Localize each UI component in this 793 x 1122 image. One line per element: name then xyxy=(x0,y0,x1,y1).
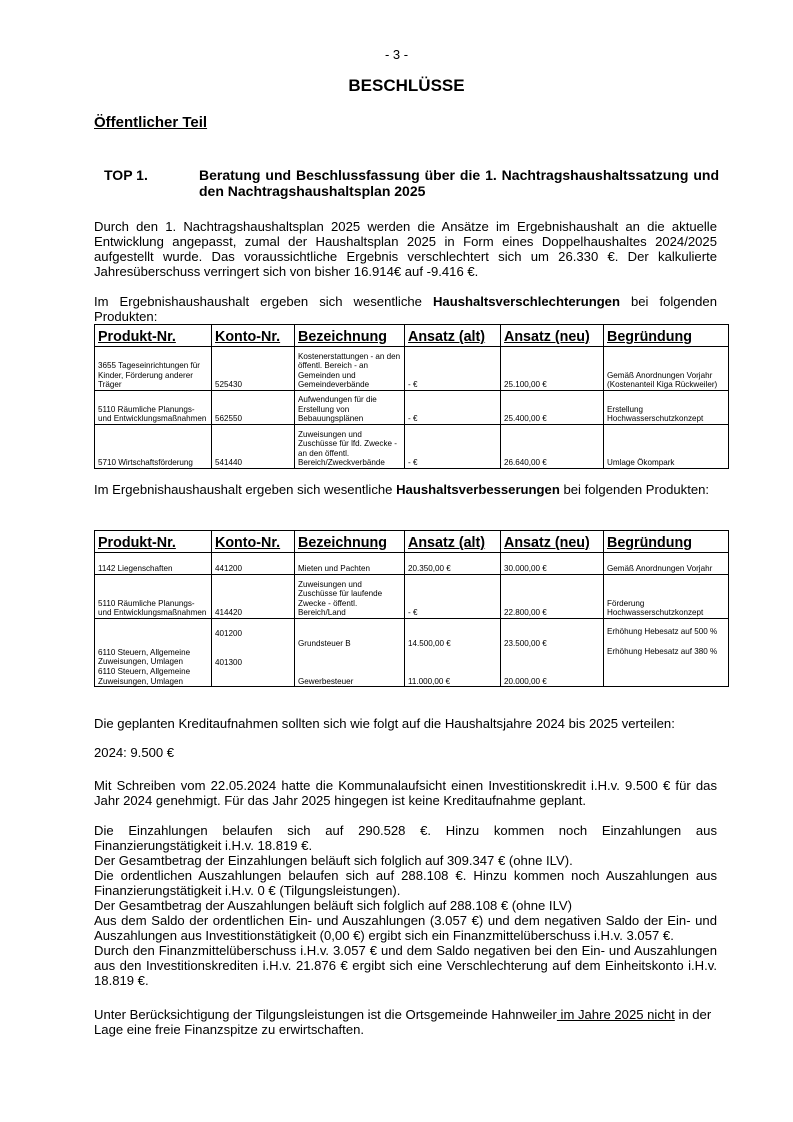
cell-produkt: 3655 Tageseinrichtungen für Kinder, Förderung anderer Träger xyxy=(95,347,212,391)
verbesserungen-intro xyxy=(94,482,717,497)
cell-produkt: 1142 Liegenschaften xyxy=(95,553,212,575)
column-header: Begründung xyxy=(604,325,729,347)
cell-begruendung: Erstellung Hochwasserschutzkonzept xyxy=(604,391,729,425)
table-header-row xyxy=(95,531,729,553)
cell-bezeichnung xyxy=(295,619,405,687)
cell-produkt: 5110 Räumliche Planungs- und Entwicklungsmaßnahmen xyxy=(95,575,212,619)
table-row xyxy=(95,553,729,575)
cell-bezeichnung: Zuweisungen und Zuschüsse für lfd. Zwecke - an den öffentl. Bereich/Zweckverbände xyxy=(295,425,405,469)
cell-ansatz-neu: 26.640,00 € xyxy=(501,425,604,469)
cell-konto: 562550 xyxy=(212,391,295,425)
cell-konto: 525430 xyxy=(212,347,295,391)
finanz-line: Der Gesamtbetrag der Auszahlungen beläuft sich folglich auf 288.108 € (ohne ILV) xyxy=(94,898,572,913)
bezeichnung-line: Gewerbesteuer xyxy=(298,676,354,686)
column-header: Produkt-Nr. xyxy=(95,531,212,553)
begruendung-line: Erhöhung Hebesatz auf 500 % xyxy=(607,627,718,636)
closing-paragraph xyxy=(94,1007,717,1037)
verschlechterungen-intro xyxy=(94,294,717,324)
column-header: Ansatz (alt) xyxy=(405,325,501,347)
section-heading: Öffentlicher Teil xyxy=(94,114,208,131)
closing-text: Unter Berücksichtigung der Tilgungsleistungen ist die Ortsgemeinde Hahnweiler xyxy=(94,1007,557,1022)
cell-begruendung: Gemäß Anordnungen Vorjahr xyxy=(604,553,729,575)
table-header-row xyxy=(95,325,729,347)
cell-produkt: 5710 Wirtschaftsförderung xyxy=(95,425,212,469)
kredit-2024: 2024: 9.500 € xyxy=(94,745,175,760)
agenda-item-label: TOP 1. xyxy=(104,167,148,183)
table-row xyxy=(95,575,729,619)
neu-line: 23.500,00 € xyxy=(504,639,547,648)
cell-begruendung xyxy=(604,619,729,687)
closing-underlined: im Jahre 2025 nicht xyxy=(556,1007,675,1022)
alt-line: 14.500,00 € xyxy=(408,639,451,648)
alt-line: 11.000,00 € xyxy=(408,676,451,686)
cell-ansatz-neu: 25.400,00 € xyxy=(501,391,604,425)
schreiben-paragraph: Mit Schreiben vom 22.05.2024 hatte die Kommunalaufsicht einen Investitionskredit i.H.v. 9.500 € für das Jahr 2024 genehmigt. Für das Jahr 2025 hingegen ist keine Kreditaufnahme geplant. xyxy=(94,778,717,808)
column-header: Produkt-Nr. xyxy=(95,325,212,347)
column-header: Ansatz (neu) xyxy=(501,325,604,347)
column-header: Bezeichnung xyxy=(295,531,405,553)
cell-konto: 414420 xyxy=(212,575,295,619)
table-row xyxy=(95,391,729,425)
cell-ansatz-neu xyxy=(501,619,604,687)
cell-konto: 441200 xyxy=(212,553,295,575)
cell-ansatz-alt: - € xyxy=(405,425,501,469)
cell-bezeichnung: Aufwendungen für die Erstellung von Bebauungsplänen xyxy=(295,391,405,425)
finanz-line: Der Gesamtbetrag der Einzahlungen beläuft sich folglich auf 309.347 € (ohne ILV). xyxy=(94,853,573,868)
verschlechterungen-table xyxy=(94,324,729,469)
intro-text-end: bei folgenden Produkten: xyxy=(94,294,717,324)
verbesserungen-table xyxy=(94,530,729,687)
column-header: Begründung xyxy=(604,531,729,553)
cell-ansatz-alt: - € xyxy=(405,347,501,391)
column-header: Konto-Nr. xyxy=(212,325,295,347)
page-number: - 3 - xyxy=(384,47,409,62)
finanz-line: Durch den Finanzmittelüberschuss i.H.v. 3.057 € und dem Saldo negativen bei den Ein- und Auszahlungen aus den Investitionskrediten i.H.v. 21.876 € ergibt sich eine Verschlechterung auf dem Einheitskonto i.H.v. 18.819 €. xyxy=(94,943,717,988)
produkt-line: 6110 Steuern, Allgemeine Zuweisungen, Umlagen xyxy=(98,647,191,667)
intro-text: Im Ergebnishaushaushalt ergeben sich wesentliche xyxy=(94,294,433,309)
begruendung-line: Erhöhung Hebesatz auf 380 % xyxy=(607,646,718,656)
cell-ansatz-neu: 22.800,00 € xyxy=(501,575,604,619)
page-title: BESCHLÜSSE xyxy=(348,76,465,95)
intro-text: Im Ergebnishaushaushalt ergeben sich wesentliche xyxy=(94,482,397,497)
intro-paragraph: Durch den 1. Nachtragshaushaltsplan 2025 werden die Ansätze im Ergebnishaushalt an die aktuelle Entwicklung angepasst, zumal der Haushaltsplan 2025 in Form eines Doppelhaushaltes 2024/2025 aufgestellt wurde. Das voraussichtliche Ergebnis verschlechtert sich um 26.330 €. Der kalkulierte Jahresüberschuss verringert sich von bisher 16.914€ auf -9.416 €. xyxy=(94,219,717,279)
kredit-intro: Die geplanten Kreditaufnahmen sollten sich wie folgt auf die Haushaltsjahre 2024 bis 2025 verteilen: xyxy=(94,716,675,731)
cell-konto xyxy=(212,619,295,687)
table-row xyxy=(95,619,729,687)
cell-konto: 541440 xyxy=(212,425,295,469)
intro-bold: Haushaltsverbesserungen xyxy=(396,482,560,497)
cell-bezeichnung: Kostenerstattungen - an den öffentl. Bereich - an Gemeinden und Gemeindeverbände xyxy=(295,347,405,391)
cell-begruendung: Förderung Hochwasserschutzkonzept xyxy=(604,575,729,619)
finanz-line: Die ordentlichen Auszahlungen belaufen sich auf 288.108 €. Hinzu kommen noch Auszahlungen aus Finanzierungstätigkeit i.H.v. 0 € (Tilgungsleistungen). xyxy=(94,868,717,898)
column-header: Bezeichnung xyxy=(295,325,405,347)
cell-ansatz-alt: 20.350,00 € xyxy=(405,553,501,575)
finanz-line: Die Einzahlungen belaufen sich auf 290.528 €. Hinzu kommen noch Einzahlungen aus Finanzierungstätigkeit i.H.v. 18.819 €. xyxy=(94,823,717,853)
column-header: Ansatz (neu) xyxy=(501,531,604,553)
cell-produkt: 5110 Räumliche Planungs- und Entwicklungsmaßnahmen xyxy=(95,391,212,425)
konto-line: 401300 xyxy=(215,657,243,667)
cell-produkt xyxy=(95,619,212,687)
finanz-line: Aus dem Saldo der ordentlichen Ein- und Auszahlungen (3.057 €) und dem negativen Saldo der Ein- und Auszahlungen aus Investitionstätigkeit (0,00 €) ergibt sich ein Finanzmittelüberschuss i.H.v. 3.057 €. xyxy=(94,913,717,943)
agenda-item-title: Beratung und Beschlussfassung über die 1. Nachtragshaushaltssatzung und den Nachtragshaushaltsplan 2025 xyxy=(199,167,719,199)
produkt-line: 6110 Steuern, Allgemeine Zuweisungen, Umlagen xyxy=(98,667,191,686)
closing-text-end: in der Lage eine freie Finanzspitze zu erwirtschaften. xyxy=(94,1007,712,1037)
konto-line: 401200 xyxy=(215,629,243,638)
neu-line: 20.000,00 € xyxy=(504,676,547,686)
table-row xyxy=(95,347,729,391)
cell-ansatz-neu: 30.000,00 € xyxy=(501,553,604,575)
cell-ansatz-alt: - € xyxy=(405,391,501,425)
column-header: Konto-Nr. xyxy=(212,531,295,553)
cell-begruendung: Gemäß Anordnungen Vorjahr (Kostenanteil Kiga Rückweiler) xyxy=(604,347,729,391)
cell-ansatz-alt: - € xyxy=(405,575,501,619)
cell-ansatz-neu: 25.100,00 € xyxy=(501,347,604,391)
cell-begruendung: Umlage Ökompark xyxy=(604,425,729,469)
cell-bezeichnung: Mieten und Pachten xyxy=(295,553,405,575)
bezeichnung-line: Grundsteuer B xyxy=(298,639,351,648)
cell-ansatz-alt xyxy=(405,619,501,687)
cell-bezeichnung: Zuweisungen und Zuschüsse für laufende Zwecke - öffentl. Bereich/Land xyxy=(295,575,405,619)
intro-bold: Haushaltsverschlechterungen xyxy=(432,294,620,309)
intro-text-end: bei folgenden Produkten: xyxy=(559,482,710,497)
column-header: Ansatz (alt) xyxy=(405,531,501,553)
finanz-block xyxy=(94,823,717,988)
table-row xyxy=(95,425,729,469)
